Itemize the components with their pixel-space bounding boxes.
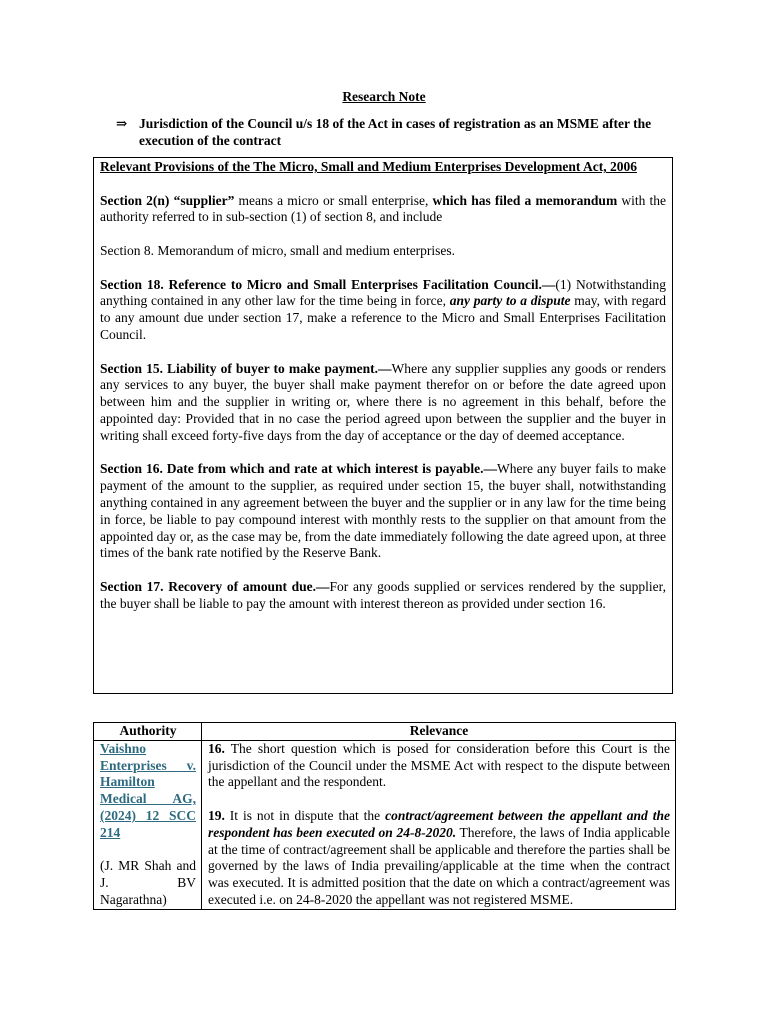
provisions-heading: Relevant Provisions of the The Micro, Small and Medium Enterprises Development Act, 2006 <box>100 159 637 174</box>
paragraph-16 <box>208 741 670 791</box>
paragraph-16-text: The short question which is posed for consideration before this Court is the jurisdiction of the Council under the MSME Act with respect to the dispute between the appellant and the respondent. <box>208 740 670 790</box>
paragraph-19-number: 19. <box>208 807 225 823</box>
section-2n-text-end: with the authority referred to in sub-section (1) of section 8, and include <box>100 192 667 225</box>
section-16-text: Where any buyer fails to make payment of the amount to the supplier, as required under section 15, the buyer shall, notwithstanding anything contained in any agreement between the buyer and the supplier or in any law for the time being in force, be liable to pay compound interest with monthly rests to the supplier on that amount from the appointed day or, as the case may be, from the date immediately following the date agreed upon, at three times of the bank rate notified by the Reserve Bank. <box>100 461 667 561</box>
section-2n-bold: which has filed a memorandum <box>432 192 618 208</box>
section-18-text-end: may, with regard to any amount due under section 17, make a reference to the Micro and Small Enterprises Facilitation Council. <box>100 293 666 342</box>
section-17-label: Section 17. Recovery of amount due.— <box>100 578 330 594</box>
provisions-box <box>93 157 673 694</box>
research-issue-text: Jurisdiction of the Council u/s 18 of the Act in cases of registration as an MSME after the execution of the contract <box>139 116 652 148</box>
section-16 <box>100 461 666 562</box>
table-row <box>94 740 676 909</box>
table-header-row <box>94 723 676 741</box>
section-2n <box>100 193 666 227</box>
paragraph-19-emphasis: contract/agreement between the appellant and the respondent has been executed on 24-8-2020. <box>208 807 670 840</box>
paragraph-19 <box>208 808 670 909</box>
paragraph-19-text: It is not in dispute that the <box>224 807 386 823</box>
case-citation-link[interactable]: Vaishno Enterprises v. Hamilton Medical AG, (2024) 12 SCC 214 <box>100 740 196 840</box>
section-8: Section 8. Memorandum of micro, small and medium enterprises. <box>100 242 456 258</box>
section-18-label: Section 18. Reference to Micro and Small Enterprises Facilitation Council.— <box>100 276 556 292</box>
section-18-text: (1) Notwithstanding anything contained in any other law for the time being in force, <box>100 276 666 309</box>
section-15-text: Where any supplier supplies any goods or renders any services to any buyer, the buyer shall make payment therefor on or before the date agreed upon between him and the supplier in writing or, where there is no agreement in this behalf, before the appointed day: Provided that in no case the period agreed upon between the supplier and the buyer in writing shall exceed forty-five days from the day of acceptance or the day of deemed acceptance. <box>100 360 666 443</box>
section-2n-text: means a micro or small enterprise, <box>234 192 433 208</box>
section-18 <box>100 277 666 344</box>
relevance-header: Relevance <box>202 723 676 741</box>
relevance-cell <box>202 740 676 909</box>
research-issue <box>116 115 676 149</box>
section-15-label: Section 15. Liability of buyer to make payment.— <box>100 360 392 376</box>
authority-header: Authority <box>94 723 202 741</box>
page-title: Research Note <box>342 89 426 104</box>
authority-cell <box>94 740 202 909</box>
section-17 <box>100 579 666 613</box>
paragraph-16-number: 16. <box>208 740 225 756</box>
paragraph-19-text-end: Therefore, the laws of India applicable at the time of contract/agreement shall be applicable and therefore the parties shall be governed by the laws of India prevailing/applicable at the time when the contract was executed. It is admitted position that the date on which a contract/agreement was executed i.e. on 24-8-2020 the appellant was not registered MSME. <box>208 824 670 907</box>
authority-table <box>93 722 676 910</box>
bench-judges: (J. MR Shah and J. BV Nagarathna) <box>100 858 196 907</box>
section-2n-label: Section 2(n) “supplier” <box>100 192 235 208</box>
section-17-text: For any goods supplied or services rendered by the supplier, the buyer shall be liable to pay the amount with interest thereon as provided under section 16. <box>100 578 666 611</box>
section-16-label: Section 16. Date from which and rate at which interest is payable.— <box>100 461 498 477</box>
section-15 <box>100 361 666 445</box>
section-18-emphasis: any party to a dispute <box>449 293 571 309</box>
arrow-bullet-icon: ⇒ <box>116 116 128 131</box>
